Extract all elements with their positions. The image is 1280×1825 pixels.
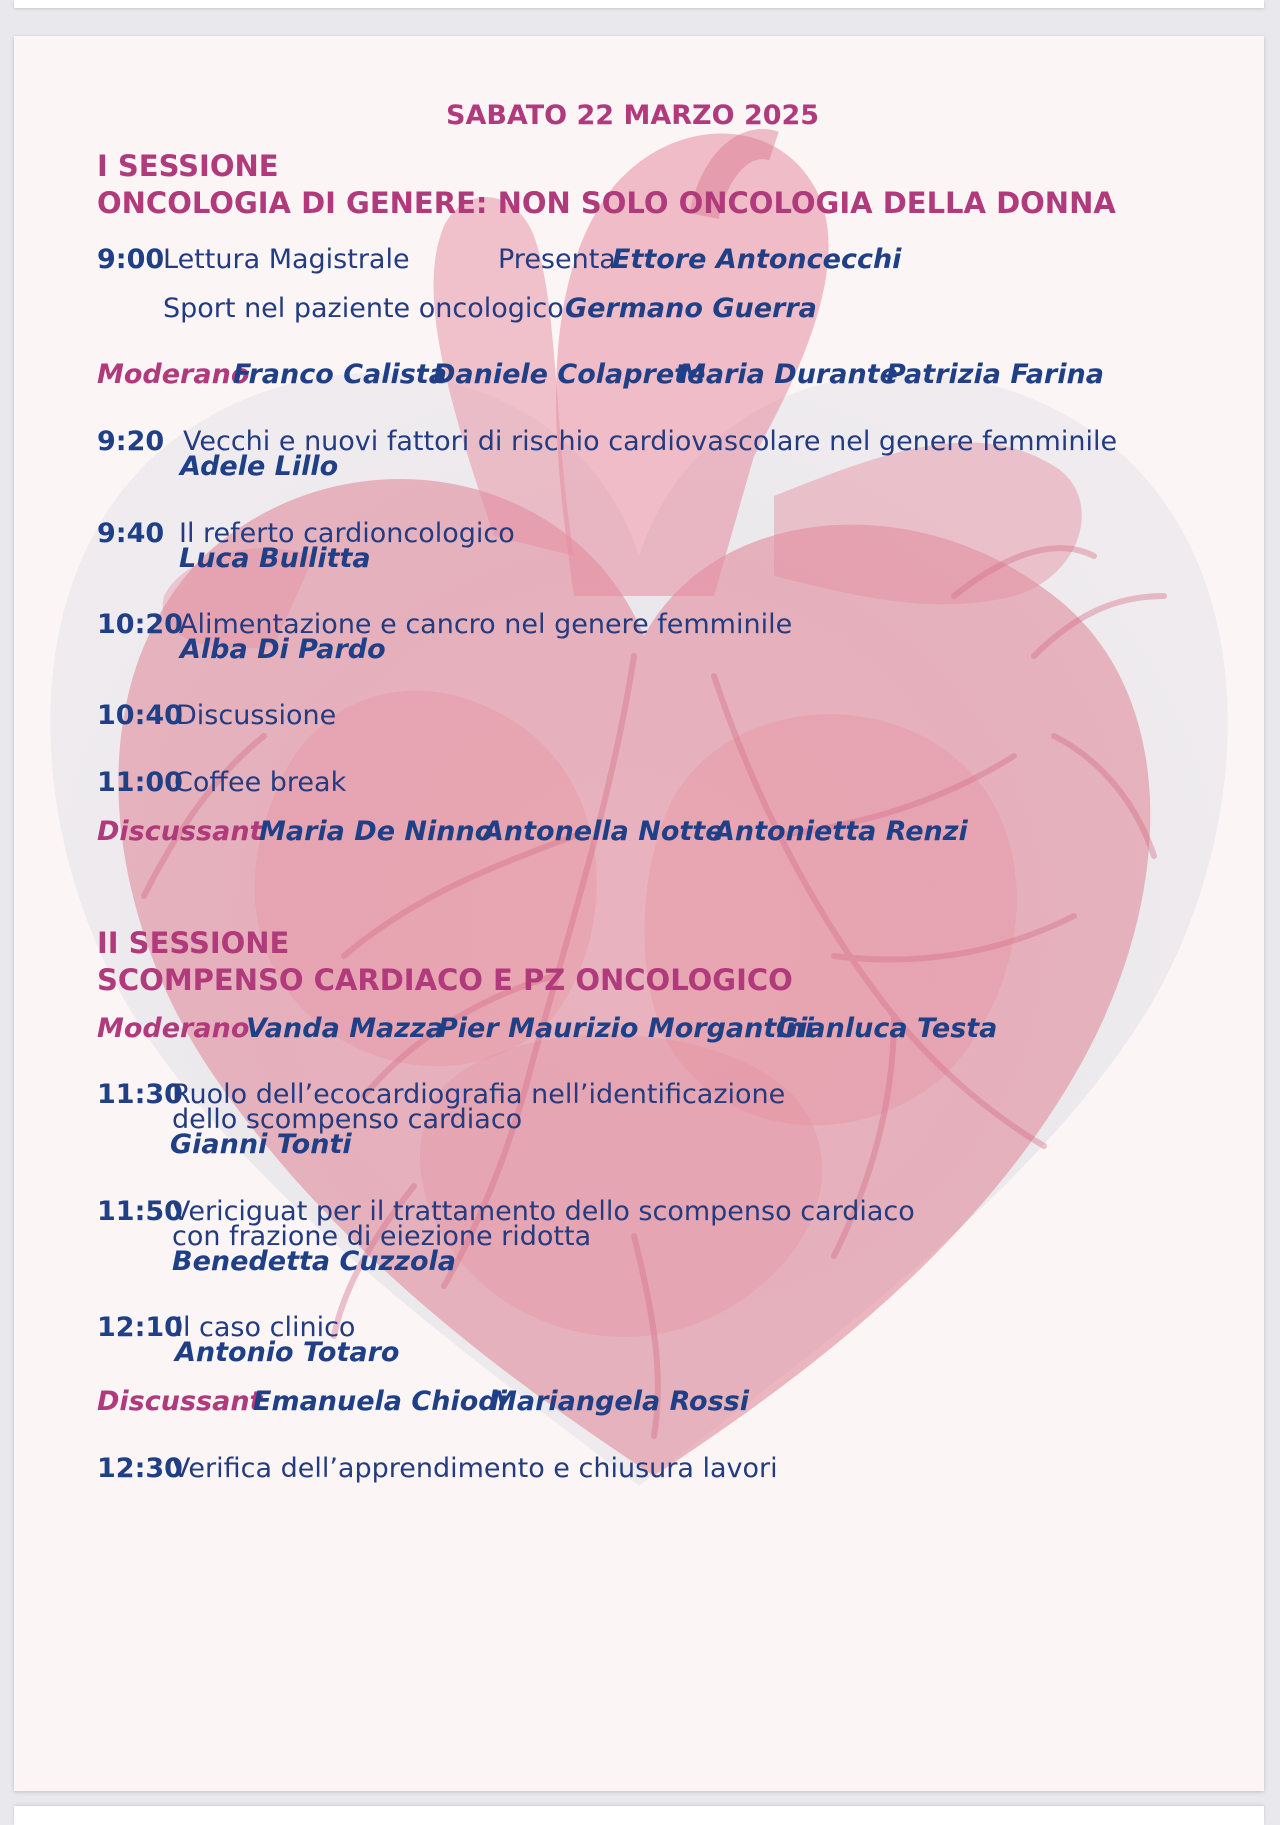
moderator-name: Pier Maurizio Morgantini [438, 1013, 815, 1044]
presenter-label: Presenta [498, 244, 616, 275]
talk-title: Ruolo dell’ecocardiografia nell’identificazione [172, 1079, 786, 1110]
lecture-time: 9:00 [97, 244, 165, 275]
session-1-label: I SESSIONE [97, 149, 279, 183]
program-content [14, 36, 1264, 1791]
talk-speaker: Adele Lillo [180, 451, 339, 482]
moderator-name: Gianluca Testa [776, 1013, 998, 1044]
moderator-name: Daniele Colaprete [433, 359, 706, 390]
session-1-title: ONCOLOGIA DI GENERE: NON SOLO ONCOLOGIA DELLA DONNA [97, 186, 1116, 220]
discussant-name: Maria De Ninno [259, 816, 494, 847]
session-2-label: II SESSIONE [97, 926, 290, 960]
previous-page-edge [14, 0, 1264, 8]
talk-title: Vecchi e nuovi fattori di rischio cardiovascolare nel genere femminile [183, 426, 1118, 457]
discussion-title: Discussione [176, 700, 337, 731]
presenter-name: Ettore Antoncecchi [612, 244, 902, 275]
moderator-name: Patrizia Farina [886, 359, 1104, 390]
discussants-label: Discussant [97, 1386, 263, 1417]
program-page [14, 36, 1264, 1791]
talk-title: Alimentazione e cancro nel genere femminile [179, 609, 793, 640]
talk-time: 10:20 [97, 609, 183, 640]
talk-title: Il caso clinico [175, 1312, 356, 1343]
talk-time: 11:50 [97, 1196, 183, 1227]
discussants-label: Discussant [97, 816, 263, 847]
talk-speaker: Antonio Totaro [175, 1337, 400, 1368]
lecture-title: Lettura Magistrale [163, 244, 410, 275]
talk-title-continued: dello scompenso cardiaco [172, 1104, 523, 1135]
event-date: SABATO 22 MARZO 2025 [446, 100, 820, 131]
lecture-speaker: Germano Guerra [565, 293, 817, 324]
talk-speaker: Alba Di Pardo [180, 634, 386, 665]
talk-time: 11:30 [97, 1079, 183, 1110]
talk-title: Il referto cardioncologico [179, 518, 515, 549]
talk-title: Vericiguat per il trattamento dello scompenso cardiaco [172, 1196, 915, 1227]
talk-speaker: Benedetta Cuzzola [172, 1246, 456, 1277]
moderator-name: Vanda Mazza [246, 1013, 444, 1044]
talk-speaker: Gianni Tonti [170, 1129, 352, 1160]
closing-title: Verifica dell’apprendimento e chiusura lavori [172, 1453, 778, 1484]
moderator-name: Maria Durante [679, 359, 898, 390]
talk-time: 12:10 [97, 1312, 183, 1343]
discussant-name: Emanuela Chiodi [253, 1386, 507, 1417]
lecture-topic: Sport nel paziente oncologico [163, 293, 564, 324]
session-2-title: SCOMPENSO CARDIACO E PZ ONCOLOGICO [97, 963, 793, 997]
moderators-label: Moderano [97, 1013, 250, 1044]
coffee-title: Coffee break [174, 767, 347, 798]
discussant-name: Antonella Notte [483, 816, 724, 847]
talk-speaker: Luca Bullitta [179, 543, 371, 574]
talk-time: 9:40 [97, 518, 165, 549]
moderators-label: Moderano [97, 359, 250, 390]
talk-title-continued: con frazione di eiezione ridotta [172, 1221, 592, 1252]
closing-time: 12:30 [97, 1453, 183, 1484]
talk-time: 9:20 [97, 426, 165, 457]
next-page-edge [14, 1806, 1264, 1825]
coffee-time: 11:00 [97, 767, 183, 798]
moderator-name: Franco Calista [233, 359, 447, 390]
discussant-name: Antonietta Renzi [714, 816, 968, 847]
discussant-name: Mariangela Rossi [490, 1386, 750, 1417]
discussion-time: 10:40 [97, 700, 183, 731]
